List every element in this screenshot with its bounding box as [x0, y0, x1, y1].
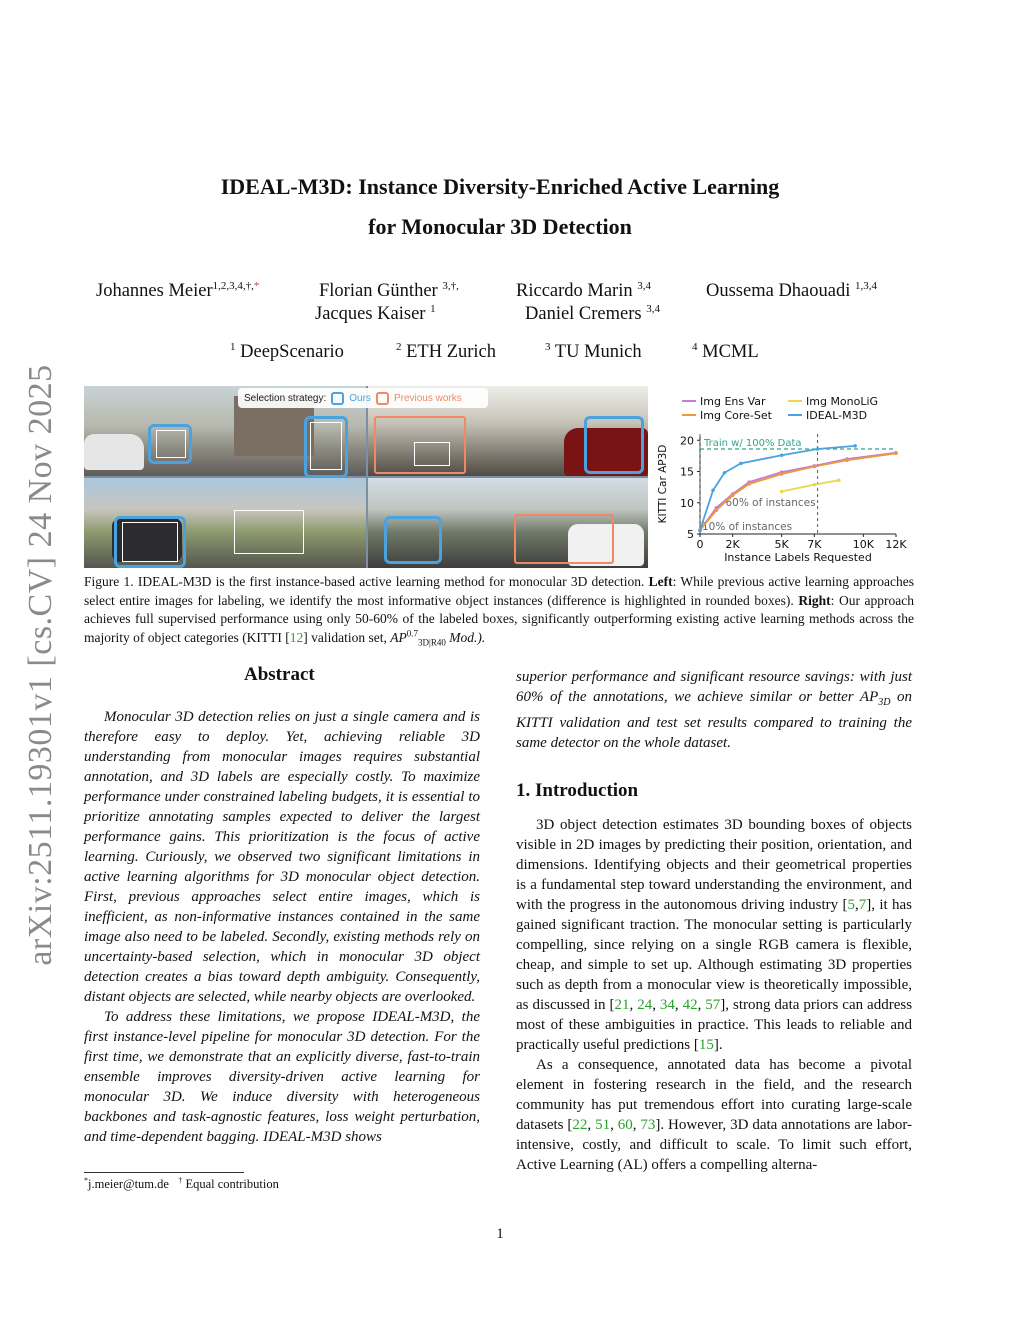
author-sup: 3,†,	[442, 279, 459, 292]
author-kaiser	[315, 304, 436, 325]
white-car-shape	[84, 434, 144, 470]
footnote-equal: Equal contribution	[182, 1177, 279, 1191]
caption-text: ] validation set,	[303, 629, 391, 645]
data-point	[739, 462, 743, 466]
aff-name: TU Munich	[550, 342, 642, 362]
paper-title-line2: for Monocular 3D Detection	[368, 214, 632, 239]
citation-link[interactable]: 7	[858, 897, 867, 913]
x-tick-label: 10K	[852, 538, 874, 551]
aff-name: MCML	[697, 342, 759, 362]
aff-name: DeepScenario	[235, 342, 344, 362]
previous-hand-icon	[376, 392, 389, 405]
data-point	[731, 493, 735, 497]
author-name: Florian Günther	[319, 281, 443, 301]
data-point	[780, 453, 784, 457]
vline-label-60pct: 60% of instances	[725, 496, 816, 509]
author-name: Jacques Kaiser	[315, 304, 431, 324]
citation-link[interactable]: 60	[617, 1117, 633, 1133]
citation-link[interactable]: 21	[614, 997, 630, 1013]
citation-link[interactable]: 24	[637, 997, 653, 1013]
aff-num: 4	[692, 340, 698, 353]
data-point	[816, 447, 820, 451]
x-tick-label: 7K	[807, 538, 822, 551]
legend-label: Img Ens Var	[700, 395, 766, 408]
data-point	[845, 458, 849, 462]
abstract-paragraph-2: To address these limitations, we propose IDEAL-M3D, the first instance-level pipeline for monocular 3D detection. For the first time, we demonstrate that an explicitly diverse, fast-to-train ensemble improves diversity-driven active learning for monocular 3D. We induce diversity with heterogeneous backbones and task-agnostic features, loss weight perturbation, and time-dependent bagging. IDEAL-M3D shows	[84, 1009, 480, 1145]
caption-left: Left	[648, 574, 673, 589]
x-axis-label: Instance Labels Requested	[724, 551, 872, 564]
metric-tail: Mod.).	[445, 629, 486, 645]
affiliation-3	[545, 342, 642, 363]
page-number: 1	[496, 1226, 504, 1242]
3d-box-wireframe	[414, 442, 450, 466]
data-point	[711, 488, 715, 492]
intro-text: ].	[713, 1037, 723, 1053]
metric-sup: 0.7	[406, 628, 419, 638]
ours-hand-icon	[331, 392, 344, 405]
y-axis-label: KITTI Car AP3D	[657, 444, 669, 524]
caption-method: IDEAL-M3D	[137, 574, 212, 589]
citation-link[interactable]: 15	[698, 1037, 714, 1053]
citation-link[interactable]: 73	[640, 1117, 656, 1133]
data-point	[780, 490, 784, 494]
author-name: Riccardo Marin	[516, 281, 638, 301]
intro-paragraph-2: As a consequence, annotated data has become a pivotal element in fostering research in the field, and the research community has put tremendous effort into curating large-scale datasets [22, 51, 60, 73]. However, 3D data annotations are labor-intensive, costly, and difficult to scale. To limit such effort, Active Learning (AL) offers a compelling alterna-	[516, 1057, 913, 1173]
series-line-img-monolig	[782, 480, 839, 491]
intro-text: ]. However, 3D data annotations are labor-intensive, costly, and difficult to scale. To limit such effort, Active Learning (	[516, 1117, 913, 1173]
al-abbrev: AL	[622, 1157, 643, 1173]
caption-label: Figure 1.	[84, 574, 138, 589]
3d-box-wireframe	[156, 430, 186, 458]
ap-sub: 3D	[878, 697, 891, 708]
aff-num: 2	[396, 340, 402, 353]
ours-highlight-box	[384, 516, 442, 564]
reference-label: Train w/ 100% Data	[704, 438, 802, 449]
author-sup: 3,4	[646, 302, 660, 315]
corresponding-mark: *	[253, 279, 260, 292]
abstract-paragraph-3	[516, 667, 912, 753]
footnote-star: *	[84, 1175, 88, 1185]
y-tick-label: 15	[680, 465, 694, 479]
3d-box-wireframe	[310, 422, 342, 470]
data-point	[837, 478, 841, 482]
ours-highlight-box	[584, 416, 644, 474]
arxiv-id: arXiv:2511.19301v1 [cs.CV] 24 Nov 2025	[22, 364, 59, 966]
citation-link[interactable]: 22	[572, 1117, 588, 1133]
series-line-img-ens-var	[700, 453, 896, 531]
citation-link[interactable]: 57	[705, 997, 721, 1013]
citation-link[interactable]: 34	[659, 997, 675, 1013]
paper-title-line1: IDEAL-M3D: Instance Diversity-Enriched Active Learning	[220, 174, 780, 199]
aff-name: ETH Zurich	[401, 342, 497, 362]
y-tick-label: 10	[680, 496, 694, 510]
3d-box-wireframe	[234, 510, 304, 554]
data-point	[723, 471, 727, 475]
citation-link[interactable]: 5	[847, 897, 855, 913]
abstract-paragraph-1: Monocular 3D detection relies on just a single camera and is therefore easy to deploy. Yet, achieving reliable 3D understanding from monocular images requires substantial annotation, and 3D labels are especially costly. To maximize performance under constrained labeling budgets, it is essential to prioritize annotating samples expected to deliver the largest performance gains. This prioritization is the focus of active learning. Curiously, we observed two significant limitations in active learning algorithms for 3D monocular object detection. First, previous approaches select entire images, which is inefficient, as non-informative instances contained in the same image also need to be labeled. Secondly, existing methods rely on uncertainty-based selection, which in monocular 3D object detection creates a bias toward depth ambiguity. Consequently, distant objects are selected, while nearby objects are overlooked.	[84, 709, 480, 1005]
ap3d-chart	[652, 390, 912, 566]
citation-link[interactable]: 42	[682, 997, 698, 1013]
author-sup: 1,3,4	[855, 279, 877, 292]
caption-text: : While previous active learning approaches select entire images for labeling, we identify the most informative object instances (difference is highlighted in rounded boxes).	[84, 574, 914, 608]
affiliation-2	[396, 342, 496, 363]
abstract-body	[84, 707, 480, 1147]
intro-paragraph-1: 3D object detection estimates 3D bounding boxes of objects visible in 2D images by predicting their position, orientation, and dimensions. Identifying objects and their geometrical properties is a fundamental step toward understanding the environment, and with the progress in the autonomous driving industry [5,7], it has gained significant traction. The monocular setting is particularly compelling, since relying on a single RGB camera is flexible, cheap, and simple to set up. Although estimating 3D properties such as depth from a monocular view is theoretically impossible, as discussed in [21, 24, 34, 42, 57], strong data priors can address most of these ambiguities in practice. This leads to reliable and practically useful predictions [15].	[516, 817, 913, 1053]
affiliation-1	[230, 342, 344, 363]
data-point	[853, 444, 857, 448]
author-cremers	[525, 304, 660, 325]
caption-right: Right	[798, 592, 831, 608]
legend-label: IDEAL-M3D	[806, 409, 868, 422]
affiliation-4	[692, 342, 759, 363]
introduction-heading: 1. Introduction	[516, 780, 639, 801]
intro-text: ], strong data priors can address most of these ambiguities in practice. This leads to reliable and practically useful predictions [	[516, 997, 913, 1053]
series-line-img-core-set	[700, 453, 896, 530]
citation-link[interactable]: 12	[289, 629, 304, 645]
3d-box-wireframe	[122, 522, 178, 562]
x-tick-label: 12K	[885, 538, 907, 551]
previous-highlight-box	[514, 514, 614, 564]
author-sup: 3,4	[637, 279, 651, 292]
author-sup: 1	[430, 302, 436, 315]
data-point	[813, 465, 817, 469]
metric-symbol: AP	[390, 629, 407, 645]
citation-link[interactable]: 51	[595, 1117, 611, 1133]
arxiv-stamp	[18, 364, 64, 966]
data-point	[747, 482, 751, 486]
abstract-heading: Abstract	[244, 664, 315, 685]
introduction-body	[516, 815, 912, 1175]
legend-label: Img MonoLiG	[806, 395, 879, 408]
author-name: Johannes Meier	[96, 281, 213, 301]
data-point	[698, 528, 702, 532]
footnote	[84, 1177, 279, 1192]
author-sup: 1,2,3,4,†,	[212, 279, 254, 292]
y-tick-label: 5	[687, 528, 694, 541]
previous-label: Previous works	[393, 392, 462, 404]
series-line-ideal-m3d	[700, 446, 855, 530]
chart-svg	[652, 390, 912, 566]
author-marin	[516, 281, 651, 302]
vline-label-10pct: 10% of instances	[702, 521, 793, 533]
footnote-dagger: †	[178, 1175, 183, 1185]
intro-text: ) offers a compelling alterna-	[642, 1157, 818, 1173]
footnote-rule	[84, 1172, 244, 1173]
data-point	[813, 483, 817, 487]
caption-text: : Our approach achieves full supervised performance using only 50-60% of the labeled boxes, significantly outperforming existing active learning methods across the majority of object categories (KITTI [	[84, 592, 914, 645]
intro-text: ], it has gained significant traction. The monocular setting is particularly compelling, since relying on a single RGB camera is flexible, cheap, and simple to set up. Although estimating 3D properties such as depth from a monocular view is theoretically impossible, as discussed in [	[516, 897, 913, 1013]
figure-caption	[84, 573, 914, 647]
abstract-text: superior performance and significant resource savings: with just 60% of the annotations, we achieve similar or better	[516, 669, 912, 705]
aff-num: 1	[230, 340, 236, 353]
selection-strategy-legend	[238, 388, 488, 408]
author-dhaouadi	[706, 281, 877, 302]
ours-label: Ours	[349, 392, 371, 404]
abstract-continuation	[516, 667, 912, 753]
intro-text: 3D object detection estimates 3D bounding boxes of objects visible in 2D images by predicting their position, orientation, and dimensions. Identifying objects and their geometrical properties is a fundamental step toward understanding the environment, and with the progress in the autonomous driving industry [	[516, 817, 912, 913]
selection-label: Selection strategy:	[244, 392, 327, 404]
legend-label: Img Core-Set	[700, 409, 772, 422]
author-name: Daniel Cremers	[525, 304, 647, 324]
data-point	[780, 472, 784, 476]
x-tick-label: 5K	[774, 538, 789, 551]
author-guenther	[319, 281, 459, 302]
metric-sub: 3D|R40	[418, 637, 446, 648]
intro-text: As a consequence, annotated data has become a pivotal element in fostering research in the field, and the research community has put tremendous effort into curating large-scale datasets [	[516, 1057, 912, 1133]
caption-text: is the first instance-based active learning method for monocular 3D detection.	[211, 574, 649, 589]
author-meier	[96, 281, 259, 302]
abstract-text: on KITTI validation and test set results compared to training the same detector on the whole dataset.	[516, 689, 913, 751]
aff-num: 3	[545, 340, 551, 353]
figure-photo-collage	[84, 386, 648, 568]
ap-symbol: AP	[859, 689, 879, 705]
x-tick-label: 0	[696, 538, 704, 551]
x-tick-label: 2K	[725, 538, 740, 551]
y-tick-label: 20	[680, 434, 694, 448]
data-point	[715, 508, 719, 512]
data-point	[894, 452, 898, 456]
footnote-email[interactable]: j.meier@tum.de	[88, 1177, 169, 1191]
author-name: Oussema Dhaouadi	[706, 281, 855, 301]
